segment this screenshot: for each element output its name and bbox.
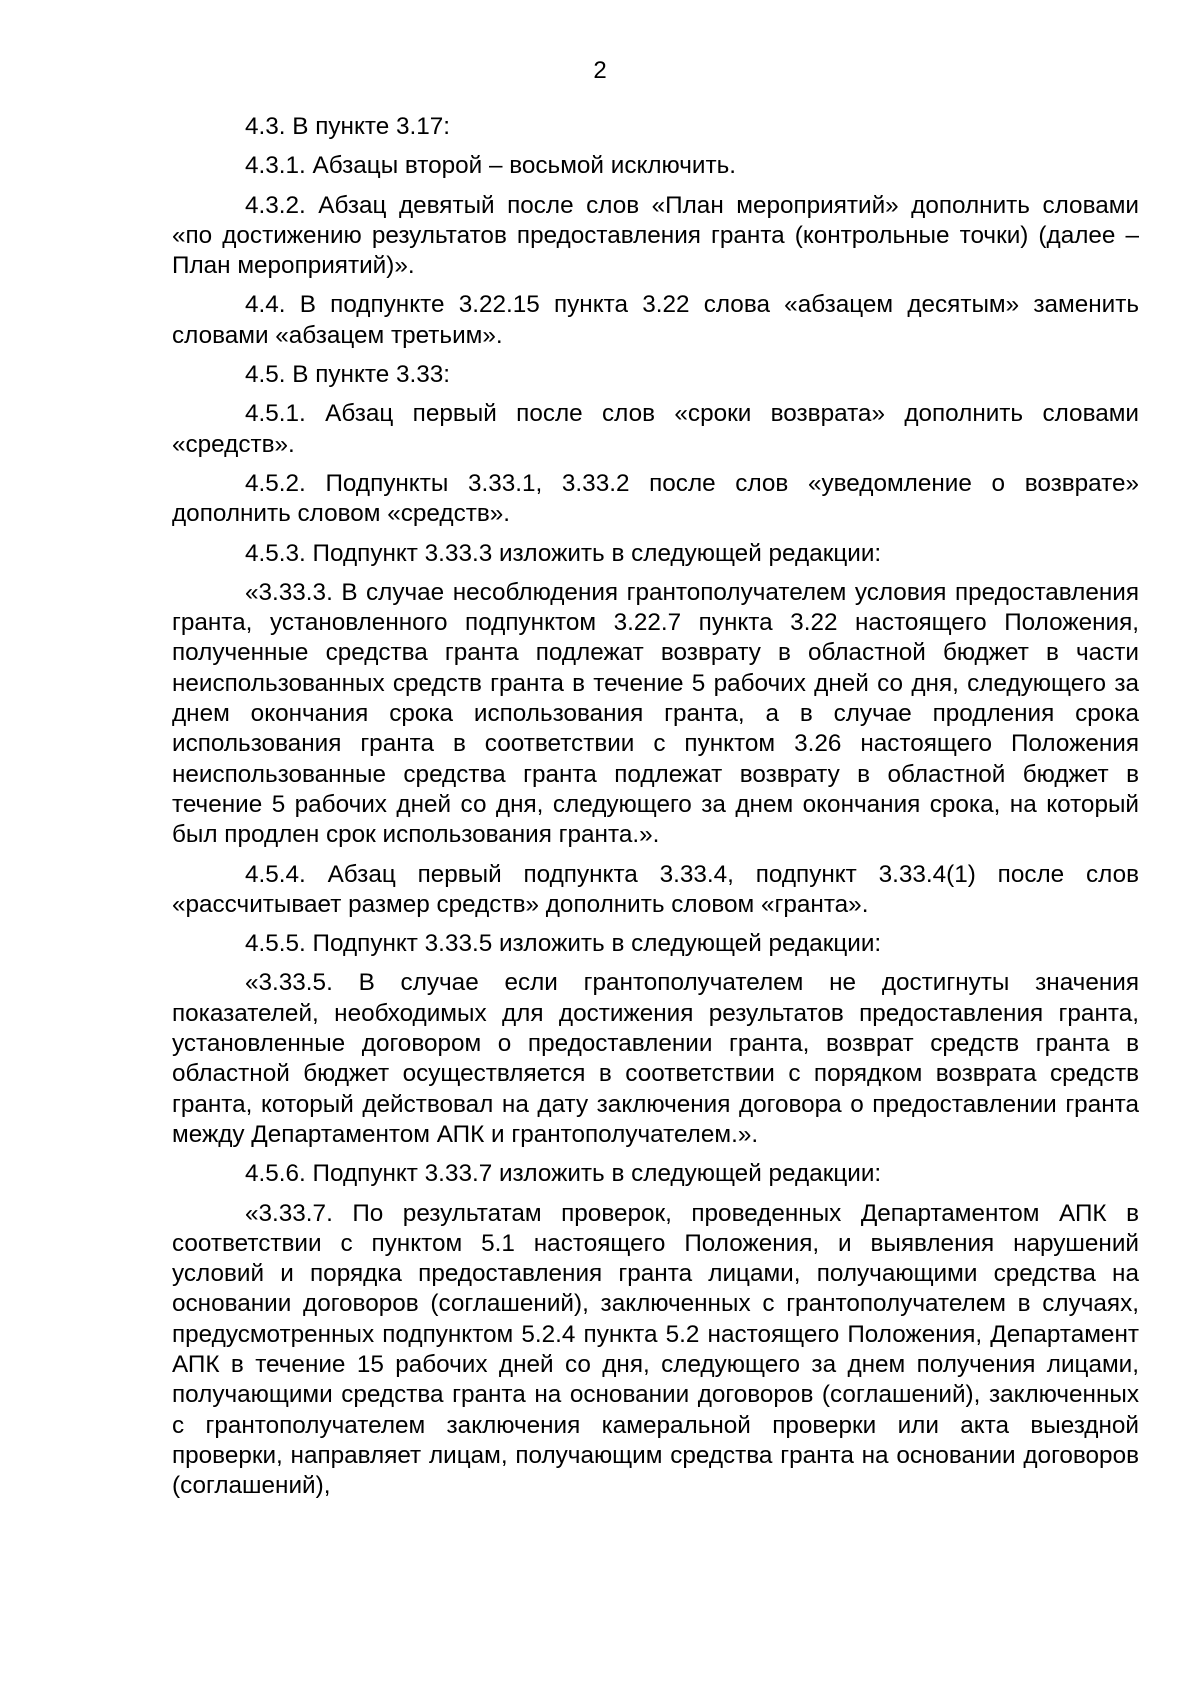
paragraph-4-5: 4.5. В пункте 3.33: bbox=[245, 361, 451, 389]
quoted-subclause-3-33-5: «3.33.5. В случае если грантополучателем не достигнуты значения показателей, необходимых для достижения результатов предоставления гранта, установленные договором о предоставлении гранта, возврат средств гранта в областной бюджет осуществляется в соответствии с порядком возврата средств гранта, который действовал на дату заключения договора о предоставлении гранта между Департаментом АПК и грантополучателем.». bbox=[172, 969, 1139, 1148]
paragraph-4-3-1: 4.3.1. Абзацы второй – восьмой исключить. bbox=[245, 152, 737, 180]
paragraph-4-5-2: 4.5.2. Подпункты 3.33.1, 3.33.2 после слов «уведомление о возврате» дополнить словом «средств». bbox=[172, 469, 1139, 528]
quoted-subclause-3-33-3: «3.33.3. В случае несоблюдения грантополучателем условия предоставления гранта, установленного подпунктом 3.22.7 пункта 3.22 настоящего Положения, полученные средства гранта подлежат возврату в областной бюджет в части неиспользованных средств гранта в течение 5 рабочих дней со дня, следующего за днем окончания срока использования гранта, а в случае продления срока использования гранта в соответствии с пунктом 3.26 настоящего Положения неиспользованные средства гранта подлежат возврату в областной бюджет в течение 5 рабочих дней со дня, следующего за днем окончания срока, на который был продлен срок использования гранта.». bbox=[172, 578, 1139, 849]
paragraph-4-5-1: 4.5.1. Абзац первый после слов «сроки возврата» дополнить словами «средств». bbox=[172, 400, 1139, 458]
paragraph-4-4: 4.4. В подпункте 3.22.15 пункта 3.22 слова «абзацем десятым» заменить словами «абзацем третьим». bbox=[172, 291, 1139, 349]
paragraph-4-3: 4.3. В пункте 3.17: bbox=[245, 113, 451, 140]
paragraph-4-5-6: 4.5.6. Подпункт 3.33.7 изложить в следующей редакции: bbox=[245, 1160, 882, 1188]
page-number: 2 bbox=[593, 57, 607, 84]
document-body bbox=[172, 112, 1139, 1501]
paragraph-4-3-2: 4.3.2. Абзац девятый после слов «План мероприятий» дополнить словами «по достижению результатов предоставления гранта (контрольные точки) (далее – План мероприятий)». bbox=[172, 191, 1139, 280]
quoted-subclause-3-33-7: «3.33.7. По результатам проверок, проведенных Департаментом АПК в соответствии с пунктом 5.1 настоящего Положения, и выявления нарушений условий и порядка предоставления гранта лицами, получающими средства на основании договоров (соглашений), заключенных с грантополучателем в случаях, предусмотренных подпунктом 5.2.4 пункта 5.2 настоящего Положения, Департамент АПК в течение 15 рабочих дней со дня, следующего за днем получения лицами, получающими средства гранта на основании договоров (соглашений), заключенных с грантополучателем заключения камеральной проверки или акта выездной проверки, направляет лицам, получающим средства гранта на основании договоров (соглашений), bbox=[172, 1199, 1139, 1500]
paragraph-4-5-5: 4.5.5. Подпункт 3.33.5 изложить в следующей редакции: bbox=[245, 930, 882, 958]
paragraph-4-5-3: 4.5.3. Подпункт 3.33.3 изложить в следующей редакции: bbox=[245, 539, 882, 567]
paragraph-4-5-4: 4.5.4. Абзац первый подпункта 3.33.4, подпункт 3.33.4(1) после слов «рассчитывает размер средств» дополнить словом «гранта». bbox=[172, 860, 1139, 918]
